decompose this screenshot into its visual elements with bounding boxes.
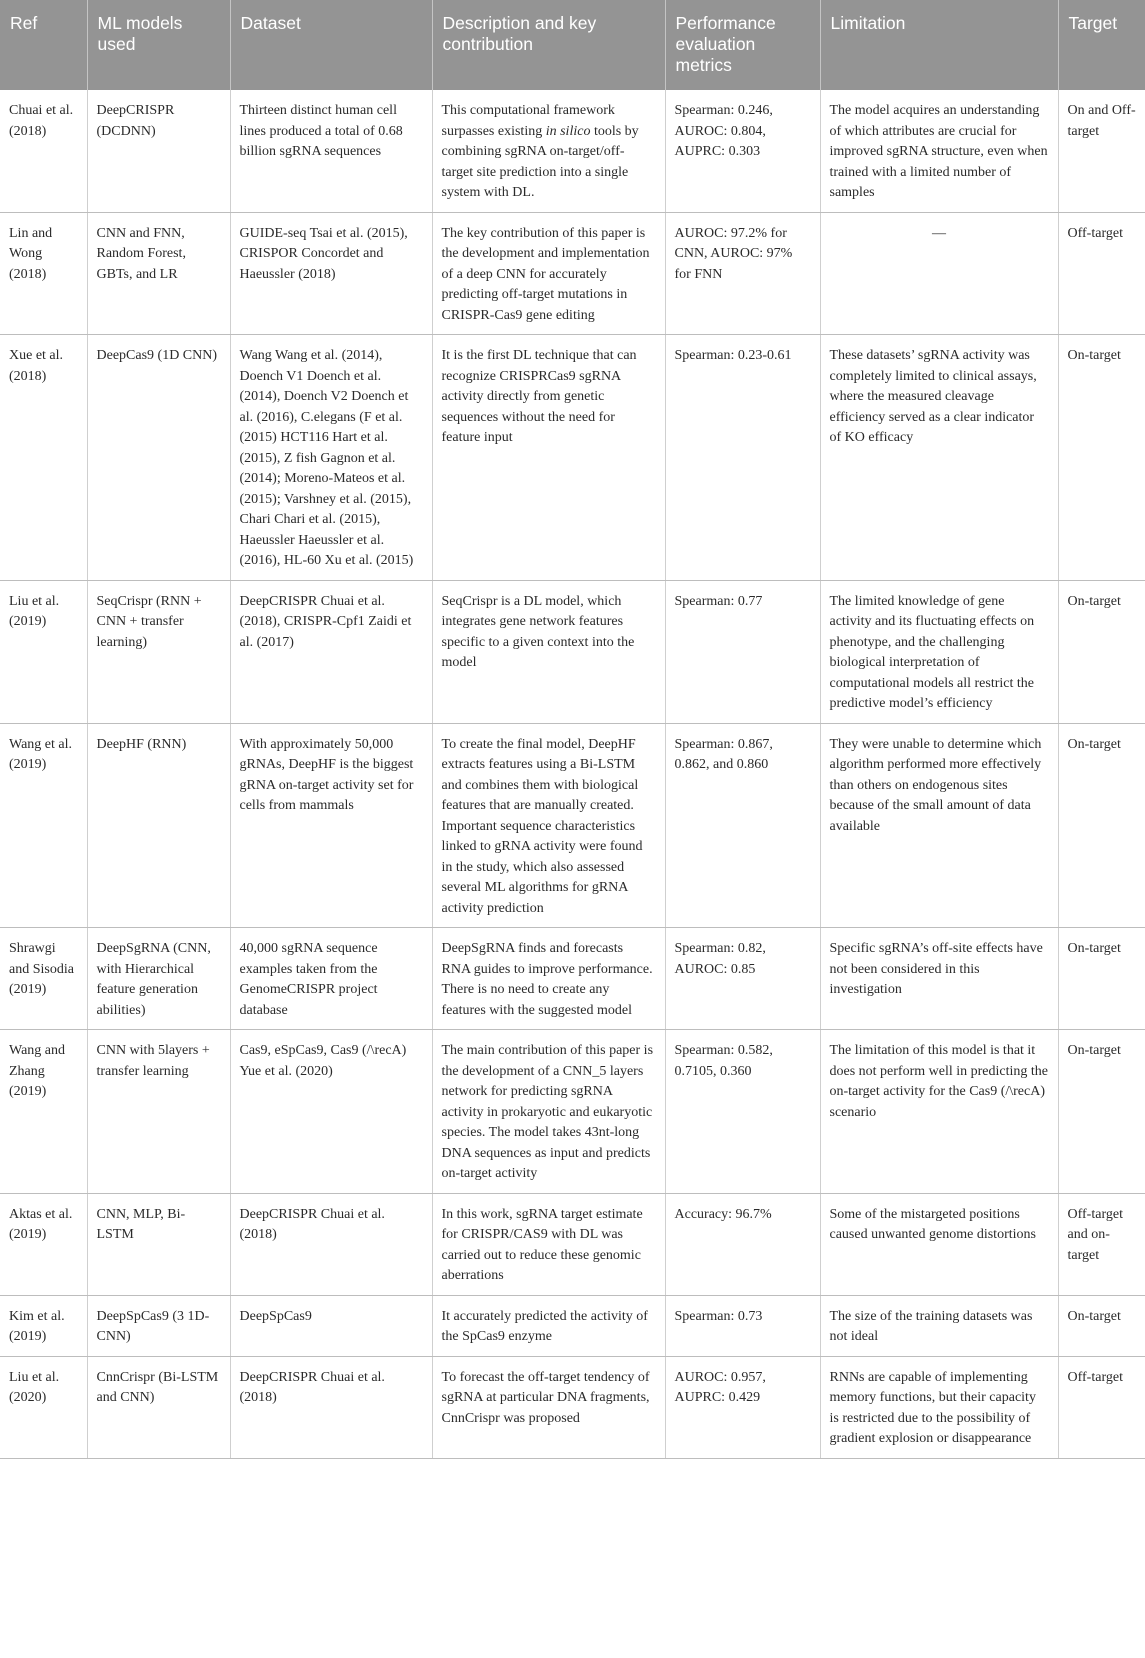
header-models: ML models used: [87, 0, 230, 90]
cell-models: CnnCrispr (Bi-LSTM and CNN): [87, 1356, 230, 1458]
cell-dataset: Cas9, eSpCas9, Cas9 (/\recA) Yue et al. (2020): [230, 1030, 432, 1194]
cell-limitation: The limitation of this model is that it does not perform well in predicting the on-target activity for the Cas9 (/\recA) scenario: [820, 1030, 1058, 1194]
cell-description: DeepSgRNA finds and forecasts RNA guides to improve performance. There is no need to create any features with the suggested model: [432, 928, 665, 1030]
cell-models: CNN with 5layers + transfer learning: [87, 1030, 230, 1194]
cell-dataset: GUIDE-seq Tsai et al. (2015), CRISPOR Concordet and Haeussler (2018): [230, 212, 432, 335]
header-limitation: Limitation: [820, 0, 1058, 90]
cell-metrics: AUROC: 0.957, AUPRC: 0.429: [665, 1356, 820, 1458]
cell-metrics: Spearman: 0.246, AUROC: 0.804, AUPRC: 0.303: [665, 90, 820, 212]
header-metrics: Performance evaluation metrics: [665, 0, 820, 90]
table-row: [0, 928, 1145, 1030]
cell-target: Off-target: [1058, 1356, 1145, 1458]
cell-ref: Aktas et al. (2019): [0, 1193, 87, 1295]
table-row: [0, 1030, 1145, 1194]
cell-description: It accurately predicted the activity of the SpCas9 enzyme: [432, 1295, 665, 1356]
cell-metrics: Spearman: 0.582, 0.7105, 0.360: [665, 1030, 820, 1194]
table-body: [0, 90, 1145, 1458]
cell-description: SeqCrispr is a DL model, which integrates gene network features specific to a given context into the model: [432, 580, 665, 723]
cell-ref: Chuai et al. (2018): [0, 90, 87, 212]
cell-dataset: 40,000 sgRNA sequence examples taken from the GenomeCRISPR project database: [230, 928, 432, 1030]
header-dataset: Dataset: [230, 0, 432, 90]
cell-description: To create the final model, DeepHF extracts features using a Bi-LSTM and combines them with biological features that are manually created. Important sequence characteristics linked to gRNA activity were found in the study, which also assessed several ML algorithms for gRNA activity prediction: [432, 723, 665, 928]
cell-dataset: With approximately 50,000 gRNAs, DeepHF is the biggest gRNA on-target activity set for cells from mammals: [230, 723, 432, 928]
cell-description: In this work, sgRNA target estimate for CRISPR/CAS9 with DL was carried out to reduce these genomic aberrations: [432, 1193, 665, 1295]
description-emphasis: in silico: [545, 123, 591, 139]
cell-dataset: Wang Wang et al. (2014), Doench V1 Doench et al. (2014), Doench V2 Doench et al. (2016), C.elegans (F et al. (2015) HCT116 Hart et al. (2015), Z fish Gagnon et al. (2014); Moreno-Mateos et al. (2015); Varshney et al. (2015), Chari Chari et al. (2015), Haeussler Haeussler et al. (2016), HL-60 Xu et al. (2015): [230, 335, 432, 581]
cell-models: DeepHF (RNN): [87, 723, 230, 928]
table-row: [0, 335, 1145, 581]
cell-metrics: Accuracy: 96.7%: [665, 1193, 820, 1295]
cell-metrics: Spearman: 0.77: [665, 580, 820, 723]
cell-limitation: They were unable to determine which algorithm performed more effectively than others on endogenous sites because of the small amount of data available: [820, 723, 1058, 928]
cell-ref: Xue et al. (2018): [0, 335, 87, 581]
cell-ref: Liu et al. (2020): [0, 1356, 87, 1458]
cell-dataset: DeepCRISPR Chuai et al. (2018): [230, 1356, 432, 1458]
table-row: [0, 90, 1145, 212]
header-target: Target: [1058, 0, 1145, 90]
cell-dataset: Thirteen distinct human cell lines produced a total of 0.68 billion sgRNA sequences: [230, 90, 432, 212]
cell-limitation: The model acquires an understanding of which attributes are crucial for improved sgRNA structure, even when trained with a limited number of samples: [820, 90, 1058, 212]
cell-metrics: Spearman: 0.867, 0.862, and 0.860: [665, 723, 820, 928]
cell-dataset: DeepCRISPR Chuai et al. (2018): [230, 1193, 432, 1295]
cell-limitation: These datasets’ sgRNA activity was completely limited to clinical assays, where the measured cleavage efficiency served as a clear indicator of KO efficacy: [820, 335, 1058, 581]
cell-ref: Wang and Zhang (2019): [0, 1030, 87, 1194]
cell-target: On-target: [1058, 1030, 1145, 1194]
header-description: Description and key contribution: [432, 0, 665, 90]
cell-target: On-target: [1058, 580, 1145, 723]
table-row: [0, 1295, 1145, 1356]
cell-target: Off-target: [1058, 212, 1145, 335]
cell-metrics: Spearman: 0.82, AUROC: 0.85: [665, 928, 820, 1030]
header-row: [0, 0, 1145, 90]
cell-ref: Wang et al. (2019): [0, 723, 87, 928]
cell-ref: Lin and Wong (2018): [0, 212, 87, 335]
cell-target: Off-target and on-target: [1058, 1193, 1145, 1295]
table-row: [0, 1356, 1145, 1458]
table-row: [0, 212, 1145, 335]
cell-models: CNN and FNN, Random Forest, GBTs, and LR: [87, 212, 230, 335]
cell-ref: Kim et al. (2019): [0, 1295, 87, 1356]
cell-metrics: Spearman: 0.23-0.61: [665, 335, 820, 581]
cell-models: SeqCrispr (RNN + CNN + transfer learning): [87, 580, 230, 723]
cell-limitation: —: [820, 212, 1058, 335]
cell-limitation: Some of the mistargeted positions caused unwanted genome distortions: [820, 1193, 1058, 1295]
cell-dataset: DeepCRISPR Chuai et al. (2018), CRISPR-Cpf1 Zaidi et al. (2017): [230, 580, 432, 723]
cell-description: It is the first DL technique that can recognize CRISPRCas9 sgRNA activity directly from genetic sequences without the need for feature input: [432, 335, 665, 581]
cell-target: On-target: [1058, 1295, 1145, 1356]
table-row: [0, 580, 1145, 723]
cell-description: The key contribution of this paper is the development and implementation of a deep CNN for accurately predicting off-target mutations in CRISPR-Cas9 gene editing: [432, 212, 665, 335]
description-text: tools by combining sgRNA on-target/off-target site prediction into a single system with DL.: [441, 123, 639, 200]
cell-description: To forecast the off-target tendency of sgRNA at particular DNA fragments, CnnCrispr was proposed: [432, 1356, 665, 1458]
header-ref: Ref: [0, 0, 87, 90]
cell-limitation: The limited knowledge of gene activity and its fluctuating effects on phenotype, and the challenging biological interpretation of computational models all restrict the predictive model’s efficiency: [820, 580, 1058, 723]
cell-models: DeepCas9 (1D CNN): [87, 335, 230, 581]
cell-metrics: Spearman: 0.73: [665, 1295, 820, 1356]
table-row: [0, 1193, 1145, 1295]
cell-limitation: The size of the training datasets was not ideal: [820, 1295, 1058, 1356]
cell-description: [432, 90, 665, 212]
cell-models: CNN, MLP, Bi-LSTM: [87, 1193, 230, 1295]
cell-models: DeepCRISPR (DCDNN): [87, 90, 230, 212]
cell-models: DeepSpCas9 (3 1D-CNN): [87, 1295, 230, 1356]
cell-target: On-target: [1058, 928, 1145, 1030]
cell-target: On and Off-target: [1058, 90, 1145, 212]
cell-limitation: Specific sgRNA’s off-site effects have not been considered in this investigation: [820, 928, 1058, 1030]
cell-metrics: AUROC: 97.2% for CNN, AUROC: 97% for FNN: [665, 212, 820, 335]
description-text: This computational framework surpasses existing: [441, 103, 615, 139]
cell-target: On-target: [1058, 723, 1145, 928]
table-header: [0, 0, 1145, 90]
table-row: [0, 723, 1145, 928]
cell-dataset: DeepSpCas9: [230, 1295, 432, 1356]
cell-models: DeepSgRNA (CNN, with Hierarchical feature generation abilities): [87, 928, 230, 1030]
cell-limitation: RNNs are capable of implementing memory functions, but their capacity is restricted due to the possibility of gradient explosion or disappearance: [820, 1356, 1058, 1458]
cell-ref: Liu et al. (2019): [0, 580, 87, 723]
cell-description: The main contribution of this paper is the development of a CNN_5 layers network for predicting sgRNA activity in prokaryotic and eukaryotic species. The model takes 43nt-long DNA sequences as input and predicts on-target activity: [432, 1030, 665, 1194]
cell-target: On-target: [1058, 335, 1145, 581]
cell-ref: Shrawgi and Sisodia (2019): [0, 928, 87, 1030]
